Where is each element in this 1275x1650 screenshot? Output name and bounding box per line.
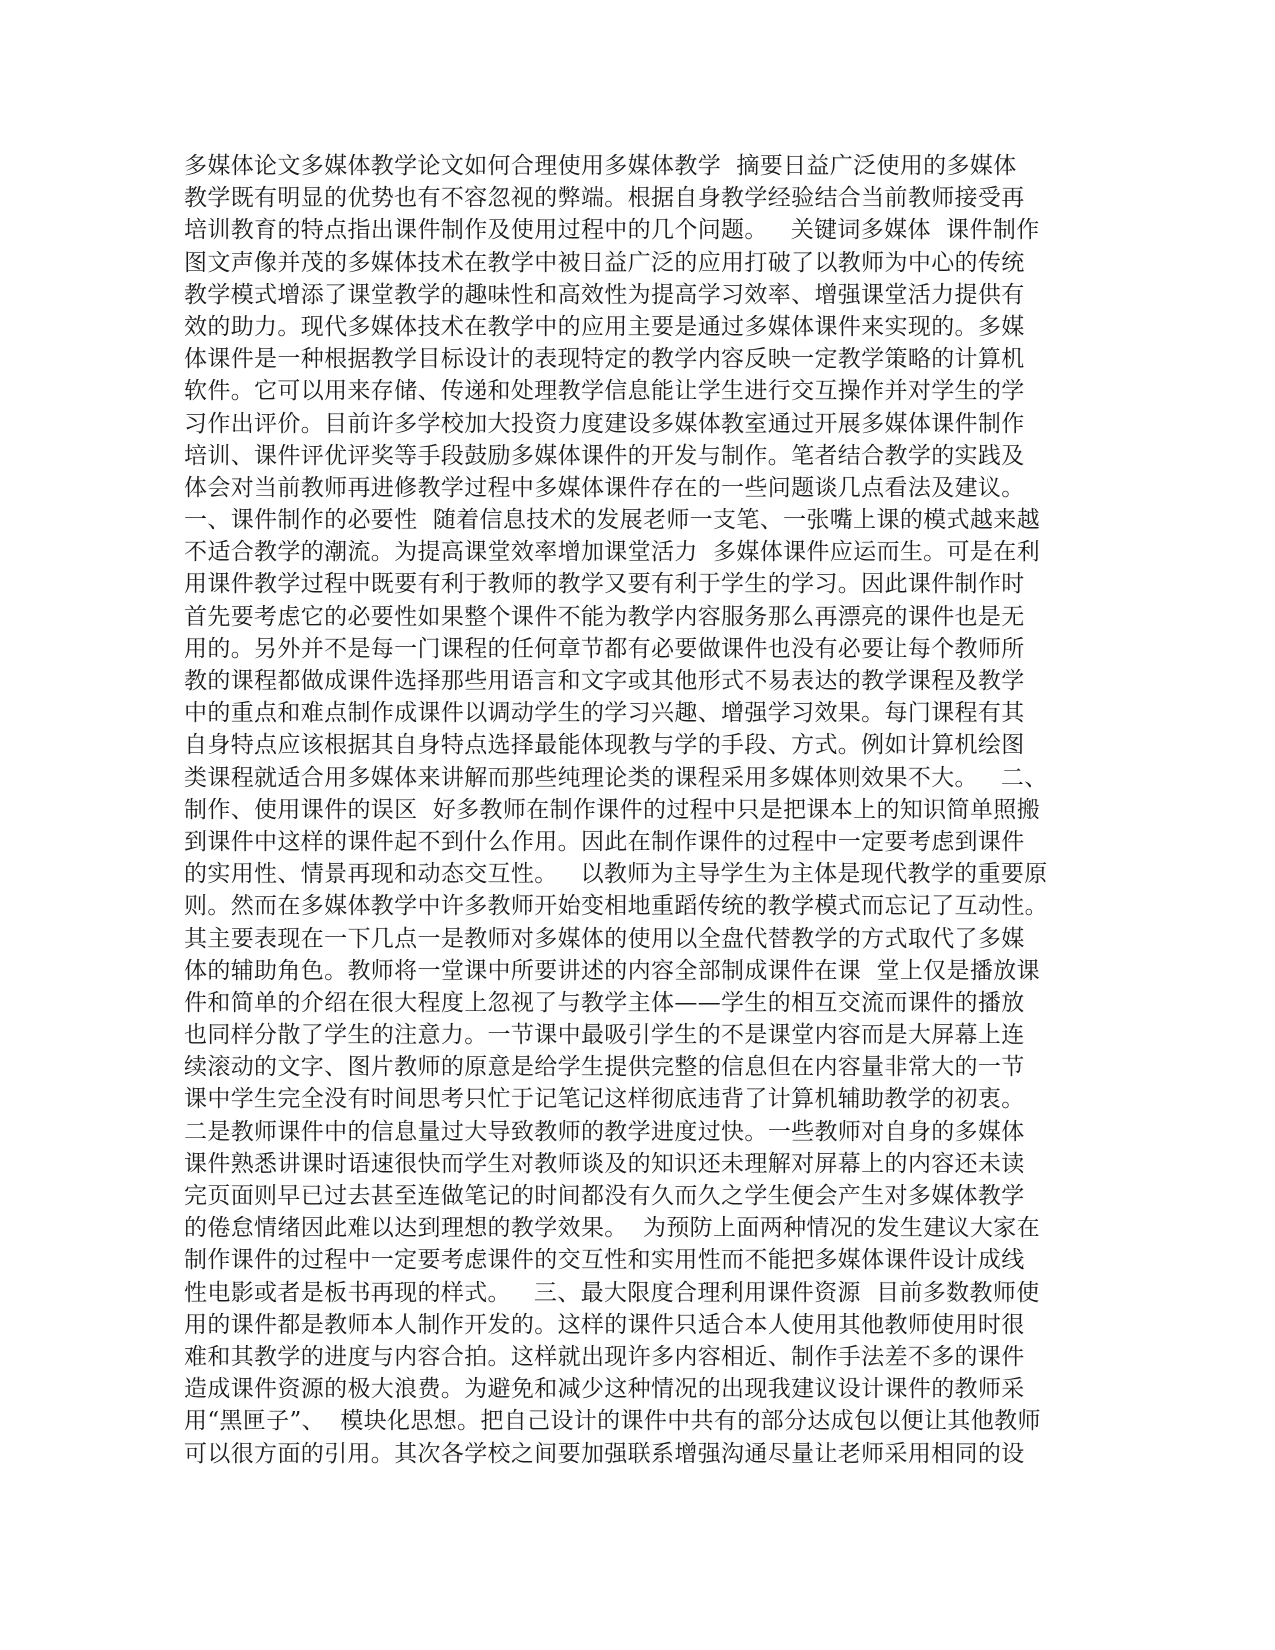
text-line: 不适合教学的潮流。为提高课堂效率增加课堂活力 多媒体课件应运而生。可是在利 bbox=[184, 539, 1040, 566]
text-line: 培训、课件评优评奖等手段鼓励多媒体课件的开发与制作。笔者结合教学的实践及 bbox=[184, 442, 1025, 469]
text-line: 用的。另外并不是每一门课程的任何章节都有必要做课件也没有必要让每个教师所 bbox=[184, 635, 1025, 662]
text-line: 制作课件的过程中一定要考虑课件的交互性和实用性而不能把多媒体课件设计成线 bbox=[184, 1247, 1025, 1274]
text-line: 教的课程都做成课件选择那些用语言和文字或其他形式不易表达的教学课程及教学 bbox=[184, 668, 1025, 694]
text-line: 制作、使用课件的误区 好多教师在制作课件的过程中只是把课本上的知识简单照搬 bbox=[184, 796, 1040, 823]
text-line: 性电影或者是板书再现的样式。 三、最大限度合理利用课件资源 目前多数教师使 bbox=[184, 1279, 1040, 1306]
text-line: 体会对当前教师再进修教学过程中多媒体课件存在的一些问题谈几点看法及建议。 bbox=[184, 474, 1025, 501]
text-line: 课中学生完全没有时间思考只忙于记笔记这样彻底违背了计算机辅助教学的初衷。 bbox=[184, 1086, 1025, 1113]
text-line: 二是教师课件中的信息量过大导致教师的教学进度过快。一些教师对自身的多媒体 bbox=[184, 1118, 1025, 1145]
text-line: 到课件中这样的课件起不到什么作用。因此在制作课件的过程中一定要考虑到课件 bbox=[184, 828, 1025, 855]
text-line: 体课件是一种根据教学目标设计的表现特定的教学内容反映一定教学策略的计算机 bbox=[184, 346, 1025, 373]
text-line: 首先要考虑它的必要性如果整个课件不能为教学内容服务那么再漂亮的课件也是无 bbox=[184, 603, 1025, 630]
text-line: 教学既有明显的优势也有不容忽视的弊端。根据自身教学经验结合当前教师接受再 bbox=[184, 185, 1025, 212]
text-line: 造成课件资源的极大浪费。为避免和减少这种情况的出现我建议设计课件的教师采 bbox=[184, 1376, 1025, 1403]
text-line: 也同样分散了学生的注意力。一节课中最吸引学生的不是课堂内容而是大屏幕上连 bbox=[184, 1022, 1025, 1049]
text-line: 续滚动的文字、图片教师的原意是给学生提供完整的信息但在内容量非常大的一节 bbox=[184, 1054, 1025, 1081]
text-line: 一、课件制作的必要性 随着信息技术的发展老师一支笔、一张嘴上课的模式越来越 bbox=[184, 507, 1040, 534]
text-line: 体的辅助角色。教师将一堂课中所要讲述的内容全部制成课件在课 堂上仅是播放课 bbox=[184, 957, 1040, 984]
text-line: 用课件教学过程中既要有利于教师的教学又要有利于学生的学习。因此课件制作时 bbox=[184, 571, 1025, 598]
text-line: 多媒体论文多媒体教学论文如何合理使用多媒体教学 摘要日益广泛使用的多媒体 bbox=[184, 153, 1017, 179]
text-line: 中的重点和难点制作成课件以调动学生的学习兴趣、增强学习效果。每门课程有其 bbox=[184, 700, 1025, 727]
text-line: 效的助力。现代多媒体技术在教学中的应用主要是通过多媒体课件来实现的。多媒 bbox=[184, 313, 1025, 340]
text-line: 课件熟悉讲课时语速很快而学生对教师谈及的知识还未理解对屏幕上的内容还未读 bbox=[184, 1150, 1025, 1177]
text-line: 类课程就适合用多媒体来讲解而那些纯理论类的课程采用多媒体则效果不大。 二、 bbox=[184, 764, 1048, 791]
text-line: 教学模式增添了课堂教学的趣味性和高效性为提高学习效率、增强课堂活力提供有 bbox=[184, 281, 1025, 308]
text-line: 完页面则早已过去甚至连做笔记的时间都没有久而久之学生便会产生对多媒体教学 bbox=[184, 1183, 1025, 1209]
text-line: 用的课件都是教师本人制作开发的。这样的课件只适合本人使用其他教师使用时很 bbox=[184, 1311, 1025, 1338]
text-line: 图文声像并茂的多媒体技术在教学中被日益广泛的应用打破了以教师为中心的传统 bbox=[184, 249, 1025, 276]
text-line: 则。然而在多媒体教学中许多教师开始变相地重蹈传统的教学模式而忘记了互动性。 bbox=[184, 893, 1048, 920]
text-line: 件和简单的介绍在很大程度上忽视了与教学主体——学生的相互交流而课件的播放 bbox=[184, 989, 1025, 1016]
text-line: 培训教育的特点指出课件制作及使用过程中的几个问题。 关键词多媒体 课件制作 bbox=[184, 217, 1040, 244]
text-line: 自身特点应该根据其自身特点选择最能体现教与学的手段、方式。例如计算机绘图 bbox=[184, 732, 1025, 759]
text-line: 习作出评价。目前许多学校加大投资力度建设多媒体教室通过开展多媒体课件制作 bbox=[184, 410, 1025, 437]
text-line: 的实用性、情景再现和动态交互性。 以教师为主导学生为主体是现代教学的重要原 bbox=[184, 861, 1048, 888]
text-line: 可以很方面的引用。其次各学校之间要加强联系增强沟通尽量让老师采用相同的设 bbox=[184, 1440, 1025, 1467]
text-line: 软件。它可以用来存储、传递和处理教学信息能让学生进行交互操作并对学生的学 bbox=[184, 378, 1025, 405]
body-text bbox=[184, 150, 1094, 1470]
text-line: 用“黑匣子”、 模块化思想。把自己设计的课件中共有的部分达成包以便让其他教师 bbox=[184, 1408, 1041, 1435]
text-line: 的倦怠情绪因此难以达到理想的教学效果。 为预防上面两种情况的发生建议大家在 bbox=[184, 1215, 1040, 1242]
text-line: 难和其教学的进度与内容合拍。这样就出现许多内容相近、制作手法差不多的课件 bbox=[184, 1343, 1025, 1370]
text-line: 其主要表现在一下几点一是教师对多媒体的使用以全盘代替教学的方式取代了多媒 bbox=[184, 925, 1025, 952]
